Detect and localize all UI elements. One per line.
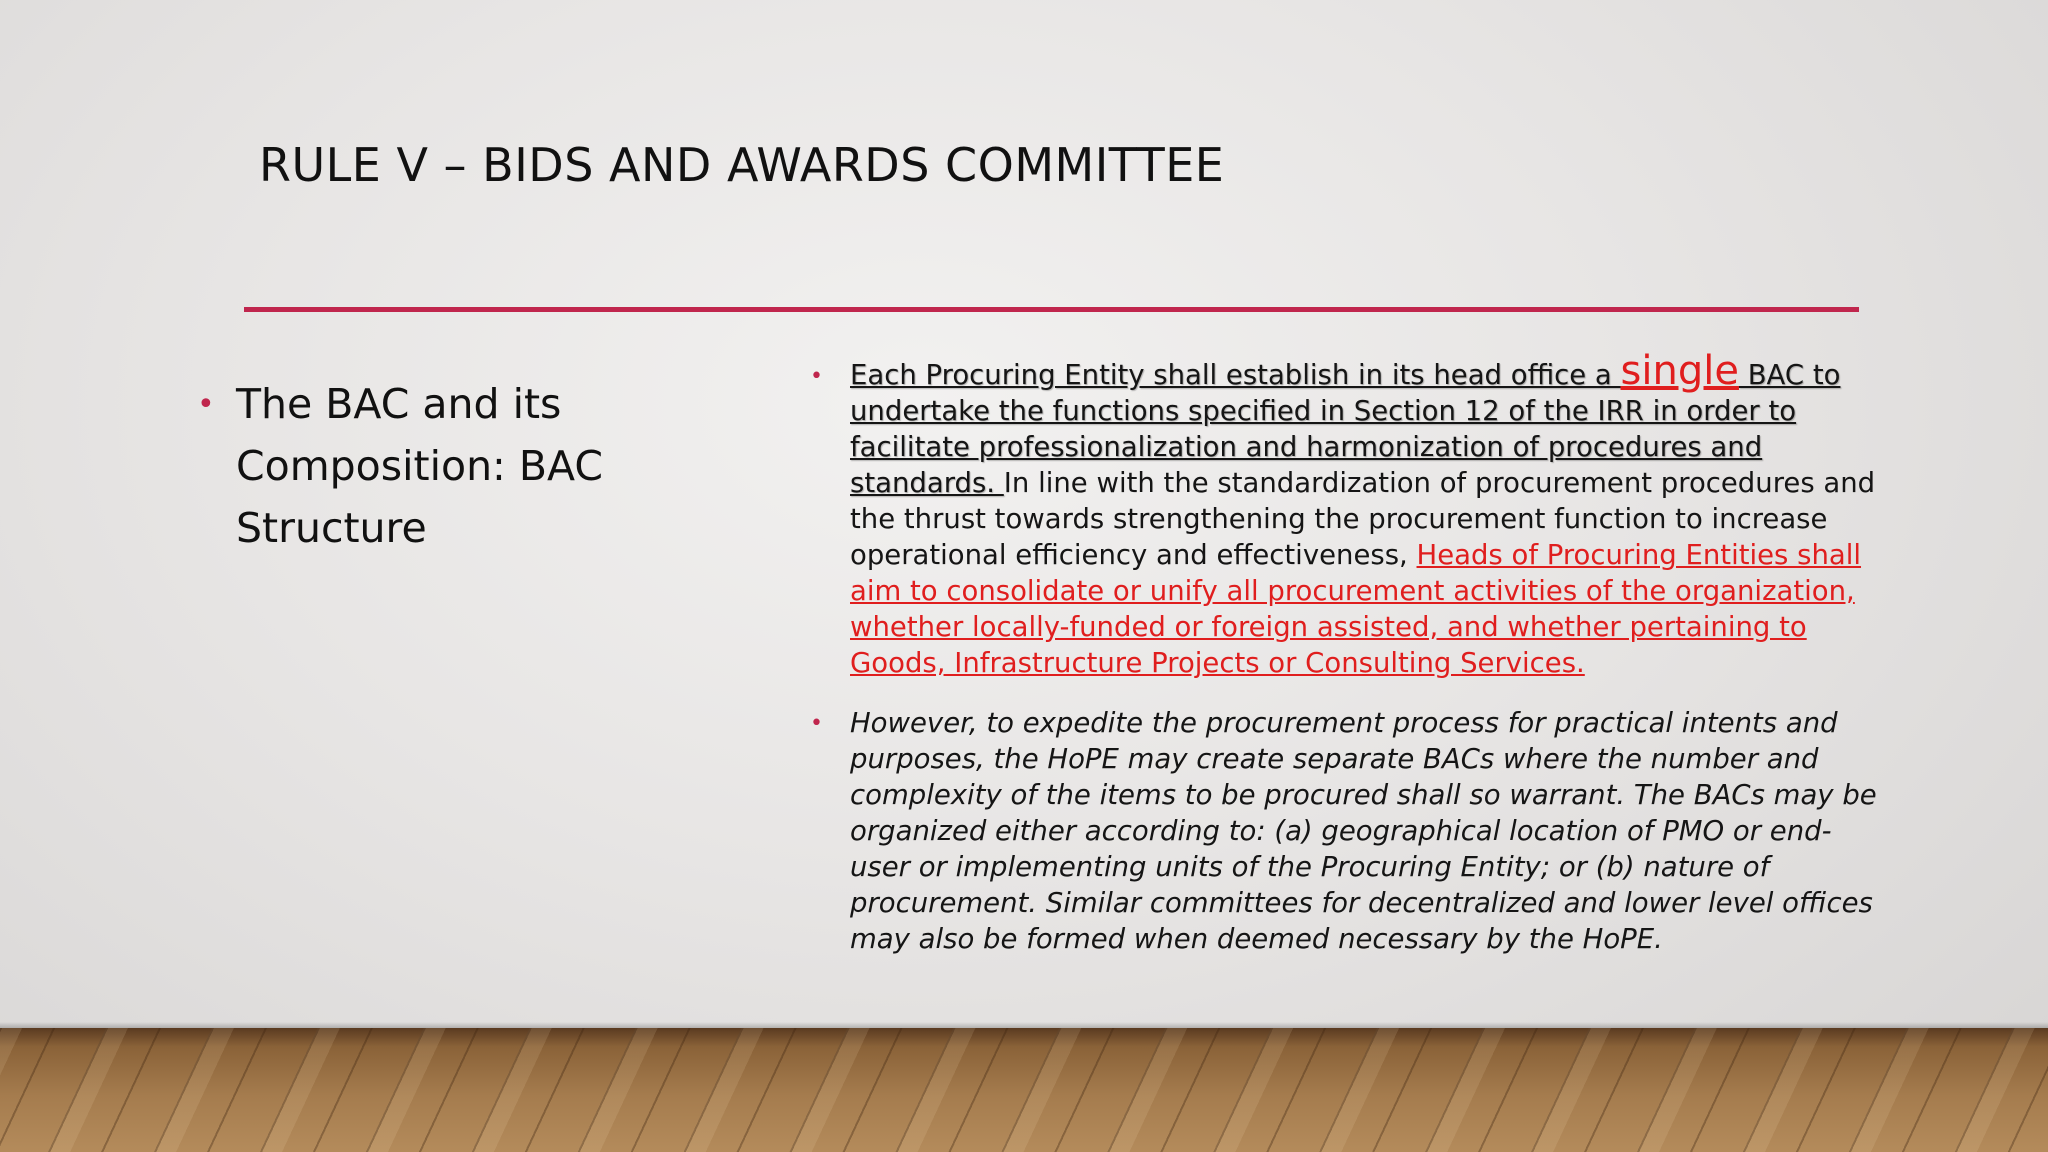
slide-title: RULE V – BIDS AND AWARDS COMMITTEE xyxy=(259,138,1225,192)
left-bullet-text: The BAC and its Composition: BAC Structure xyxy=(236,380,603,552)
bullet-icon: • xyxy=(810,364,823,389)
plain-text: In line with the standardization of procurement procedures and the thrust towards strengthening the procurement function to increase operational efficiency and effectiveness, xyxy=(850,467,1876,571)
right-bullet-1 xyxy=(850,348,1880,681)
title-divider xyxy=(244,307,1859,312)
wood-floor-decoration xyxy=(0,1028,2048,1152)
bullet-icon: • xyxy=(810,711,823,736)
emphasis-single: single xyxy=(1620,348,1739,394)
bullet-icon: • xyxy=(197,387,215,422)
right-bullet-2: However, to expedite the procurement process for practical intents and purposes, the HoPE may create separate BACs where the number and complexity of the items to be procured shall so warrant. The BACs may be organized either according to: (a) geographical location of PMO or end-user or implementing units of the Procuring Entity; or (b) nature of procurement. Similar committees for decentralized and lower level offices may also be formed when deemed necessary by the HoPE. xyxy=(850,707,1877,955)
underlined-text: Each Procuring Entity shall establish in its head office a xyxy=(850,359,1621,391)
highlighted-red-text: Heads of Procuring Entities shall aim to consolidate or unify all procurement activities of the organization, whether locally-funded or foreign assisted, and whether pertaining to Goods, Infrastructure Projects or Consulting Services. xyxy=(850,539,1862,679)
underlined-text: BAC to undertake the functions specified in Section 12 of the IRR in order to facilitate professionalization and harmonization of procedures and standards. xyxy=(850,359,1841,499)
